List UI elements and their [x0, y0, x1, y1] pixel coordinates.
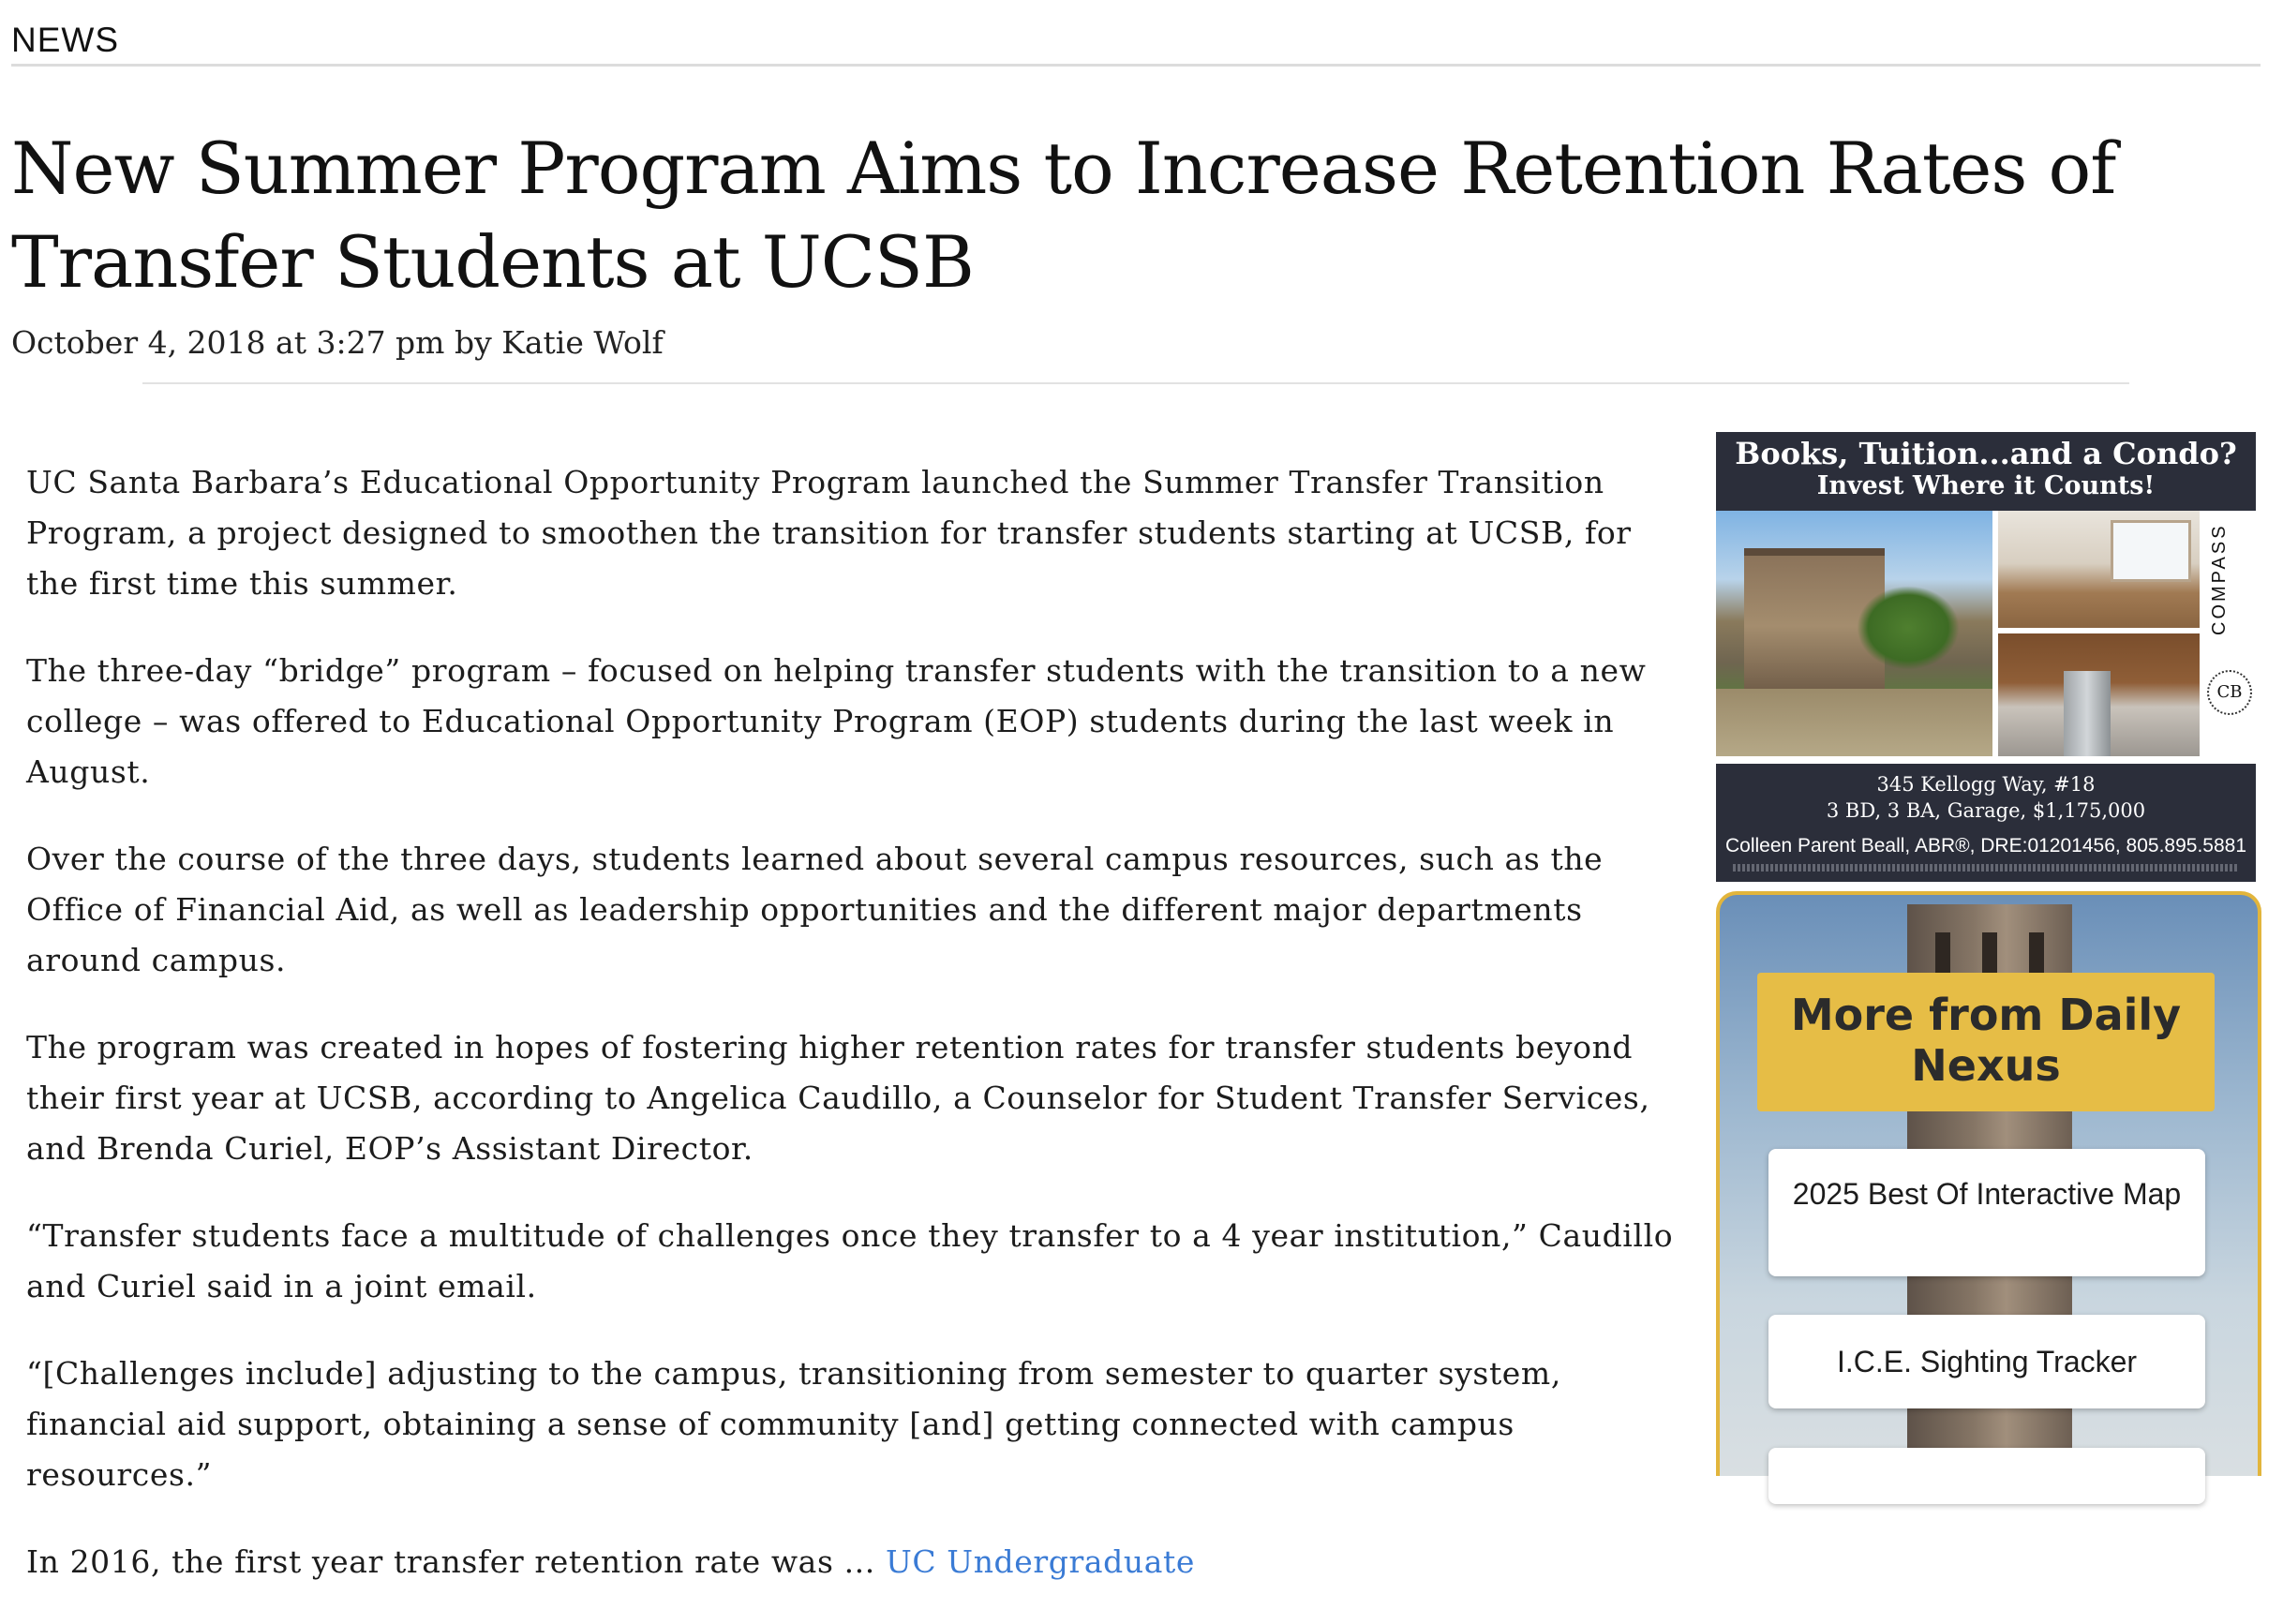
ad-footer — [1716, 767, 2256, 882]
section-divider — [11, 64, 2261, 67]
article-paragraph: “Transfer students face a multitude of challenges once they transfer to a 4 year institution,” Caudillo and Curiel said in a joint email. — [26, 1217, 1674, 1304]
article-paragraph: “[Challenges include] adjusting to the campus, transitioning from semester to quarter system, financial aid support, obtaining a sense of community [and] getting connected with campus resources.” — [26, 1355, 1561, 1493]
byline-divider — [142, 382, 2129, 384]
ad-subheadline: Invest Where it Counts! — [1816, 471, 2156, 500]
best-of-map-button[interactable]: 2025 Best Of Interactive Map — [1768, 1149, 2205, 1276]
ad-fine-print — [1733, 864, 2239, 872]
palm-tree-shape — [1857, 586, 1960, 670]
more-from-title: More from Daily Nexus — [1757, 973, 2215, 1111]
ad-address: 345 Kellogg Way, #18 — [1876, 773, 2096, 796]
article-body — [26, 457, 1685, 1624]
condo-exterior-photo — [1716, 511, 1992, 756]
section-label[interactable]: NEWS — [11, 21, 119, 59]
ground-shape — [1716, 689, 1992, 756]
window-shape — [2111, 520, 2191, 582]
cb-badge-icon: CB — [2207, 670, 2252, 715]
article-headline: New Summer Program Aims to Increase Retention Rates of Transfer Students at UCSB — [11, 127, 2116, 304]
ad-specs: 3 BD, 3 BA, Garage, $1,175,000 — [1826, 799, 2146, 822]
ad-agent: Colleen Parent Beall, ABR®, DRE:01201456, 805.895.5881 — [1724, 835, 2247, 857]
ad-headline: Books, Tuition...and a Condo? — [1735, 436, 2237, 471]
compass-wordmark: COMPASS — [2209, 523, 2230, 635]
ad-header — [1716, 432, 2256, 507]
uc-undergraduate-link[interactable]: UC Undergraduate — [885, 1543, 1195, 1580]
ice-tracker-button[interactable]: I.C.E. Sighting Tracker — [1768, 1315, 2205, 1408]
article-paragraph: The three-day “bridge” program – focused on helping transfer students with the transition to a new college – was offered to Educational Opportunity Program (EOP) students during the last week in August. — [26, 652, 1647, 790]
article-byline: October 4, 2018 at 3:27 pm by Katie Wolf — [11, 324, 664, 361]
condo-dining-photo — [1998, 511, 2200, 628]
article-paragraph: The program was created in hopes of fostering higher retention rates for transfer students beyond their first year at UCSB, according to Angelica Caudillo, a Counselor for Student Transfer Services, and Brenda Curiel, EOP’s Assistant Director. — [26, 1029, 1650, 1167]
condo-advertisement[interactable] — [1716, 432, 2256, 882]
article-paragraph-partial — [26, 1537, 1685, 1587]
fridge-shape — [2064, 671, 2111, 756]
article-paragraph: UC Santa Barbara’s Educational Opportunity Program launched the Summer Transfer Transition Program, a project designed to smoothen the transition for transfer students starting at UCSB, for the first time this summer. — [26, 464, 1632, 602]
article-paragraph: Over the course of the three days, students learned about several campus resources, such as the Office of Financial Aid, as well as leadership opportunities and the different major departments around campus. — [26, 841, 1604, 978]
partial-paragraph-text: In 2016, the first year transfer retention rate was ... — [26, 1543, 875, 1580]
ad-photo-grid — [1716, 511, 2256, 764]
condo-kitchen-photo — [1998, 633, 2200, 756]
compass-logo — [2200, 511, 2256, 756]
more-link-button[interactable] — [1768, 1448, 2205, 1504]
more-from-daily-nexus-panel — [1716, 891, 2261, 1476]
